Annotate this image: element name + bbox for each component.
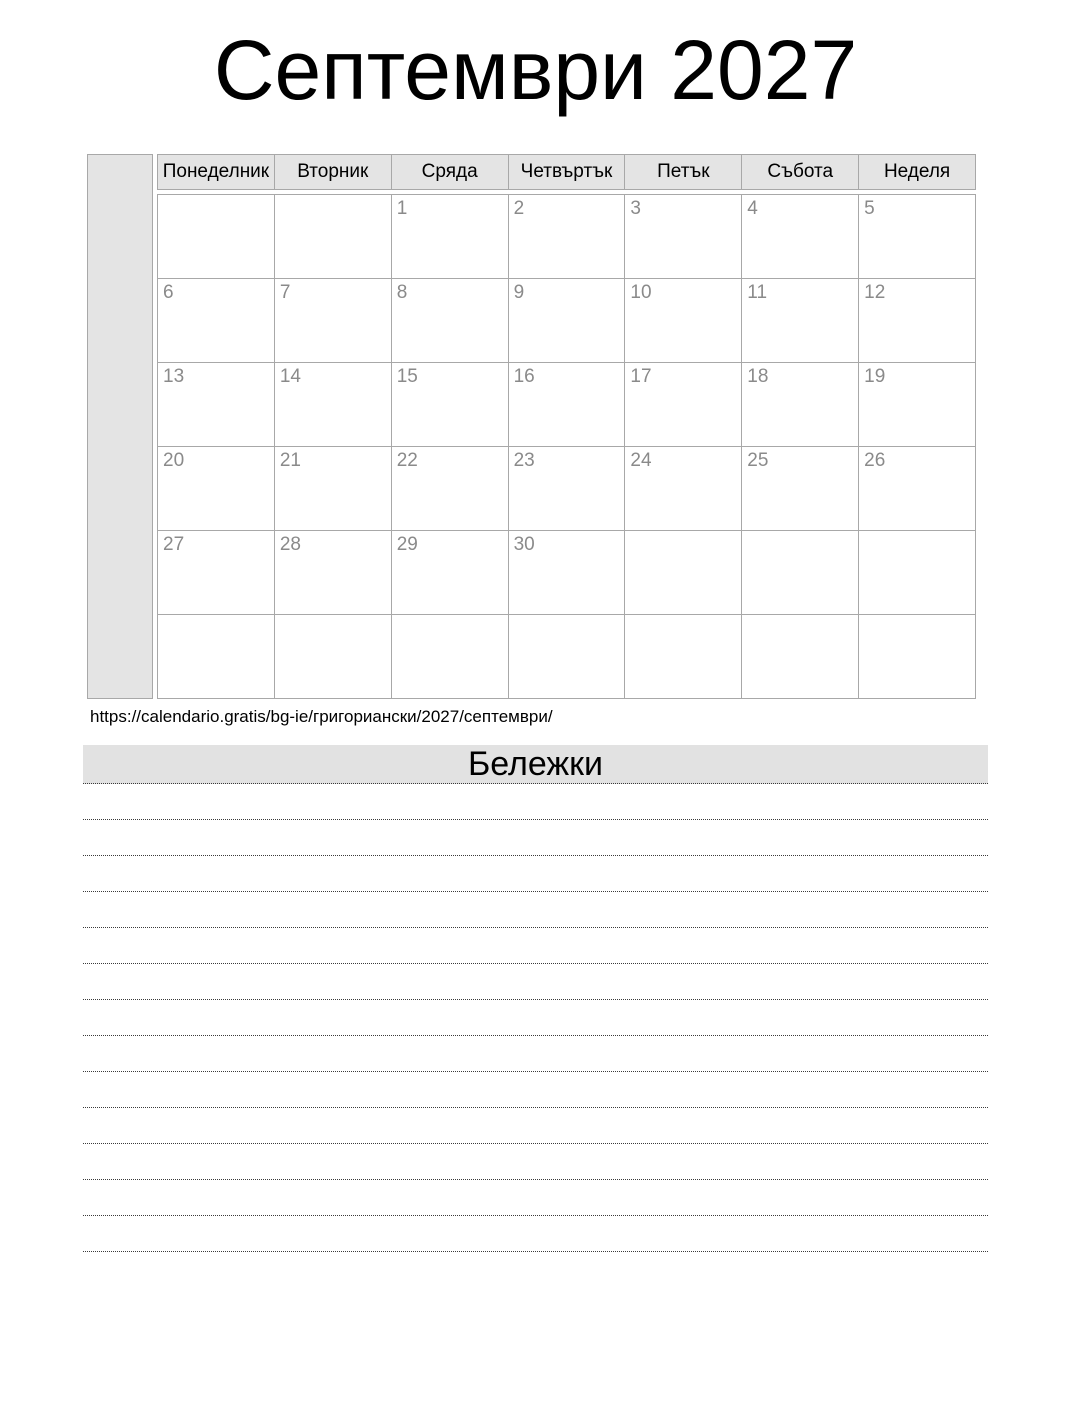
calendar-body xyxy=(157,154,976,699)
notes-section xyxy=(83,745,988,1252)
day-cell xyxy=(158,195,275,279)
day-grid xyxy=(157,194,976,699)
weekday-header-sunday: Неделя xyxy=(858,154,976,190)
notes-lines xyxy=(83,784,988,1252)
day-cell: 17 xyxy=(625,363,742,447)
notes-line xyxy=(83,1216,988,1252)
day-cell xyxy=(509,615,626,699)
day-cell: 14 xyxy=(275,363,392,447)
day-cell: 23 xyxy=(509,447,626,531)
day-cell xyxy=(625,531,742,615)
notes-line xyxy=(83,820,988,856)
day-cell: 29 xyxy=(392,531,509,615)
weekday-header-tuesday: Вторник xyxy=(274,154,392,190)
notes-line xyxy=(83,1036,988,1072)
notes-line xyxy=(83,1000,988,1036)
day-cell xyxy=(625,615,742,699)
day-cell: 2 xyxy=(509,195,626,279)
day-cell: 28 xyxy=(275,531,392,615)
day-cell xyxy=(392,615,509,699)
weekday-header-row xyxy=(157,154,976,190)
day-cell: 30 xyxy=(509,531,626,615)
day-cell xyxy=(275,615,392,699)
day-cell xyxy=(859,615,976,699)
day-cell xyxy=(158,615,275,699)
source-url: https://calendario.gratis/bg-ie/григориански/2027/септември/ xyxy=(90,706,553,726)
notes-line xyxy=(83,1180,988,1216)
day-cell: 11 xyxy=(742,279,859,363)
day-cell: 3 xyxy=(625,195,742,279)
day-cell: 6 xyxy=(158,279,275,363)
weekday-header-saturday: Събота xyxy=(741,154,859,190)
day-cell: 8 xyxy=(392,279,509,363)
notes-line xyxy=(83,1144,988,1180)
day-cell: 27 xyxy=(158,531,275,615)
notes-line xyxy=(83,856,988,892)
notes-line xyxy=(83,1072,988,1108)
day-cell: 1 xyxy=(392,195,509,279)
day-cell: 9 xyxy=(509,279,626,363)
weekday-header-wednesday: Сряда xyxy=(391,154,509,190)
weekday-header-monday: Понеделник xyxy=(157,154,275,190)
notes-line xyxy=(83,892,988,928)
calendar-table xyxy=(87,154,976,699)
day-cell: 15 xyxy=(392,363,509,447)
day-cell: 13 xyxy=(158,363,275,447)
weekday-header-friday: Петък xyxy=(624,154,742,190)
day-cell: 12 xyxy=(859,279,976,363)
weekday-header-thursday: Четвъртък xyxy=(508,154,626,190)
calendar-page xyxy=(0,22,1071,1408)
day-cell: 25 xyxy=(742,447,859,531)
day-cell xyxy=(859,531,976,615)
notes-line xyxy=(83,928,988,964)
day-cell xyxy=(275,195,392,279)
day-cell xyxy=(742,615,859,699)
notes-line xyxy=(83,784,988,820)
day-cell: 24 xyxy=(625,447,742,531)
page-title: Септември 2027 xyxy=(213,23,858,117)
day-cell: 4 xyxy=(742,195,859,279)
day-cell: 18 xyxy=(742,363,859,447)
day-cell: 20 xyxy=(158,447,275,531)
day-cell: 21 xyxy=(275,447,392,531)
day-cell: 26 xyxy=(859,447,976,531)
day-cell: 22 xyxy=(392,447,509,531)
notes-line xyxy=(83,1108,988,1144)
week-number-column xyxy=(87,154,153,699)
day-cell: 7 xyxy=(275,279,392,363)
day-cell: 19 xyxy=(859,363,976,447)
day-cell xyxy=(742,531,859,615)
notes-line xyxy=(83,964,988,1000)
notes-title: Бележки xyxy=(83,745,988,784)
day-cell: 10 xyxy=(625,279,742,363)
day-cell: 16 xyxy=(509,363,626,447)
day-cell: 5 xyxy=(859,195,976,279)
